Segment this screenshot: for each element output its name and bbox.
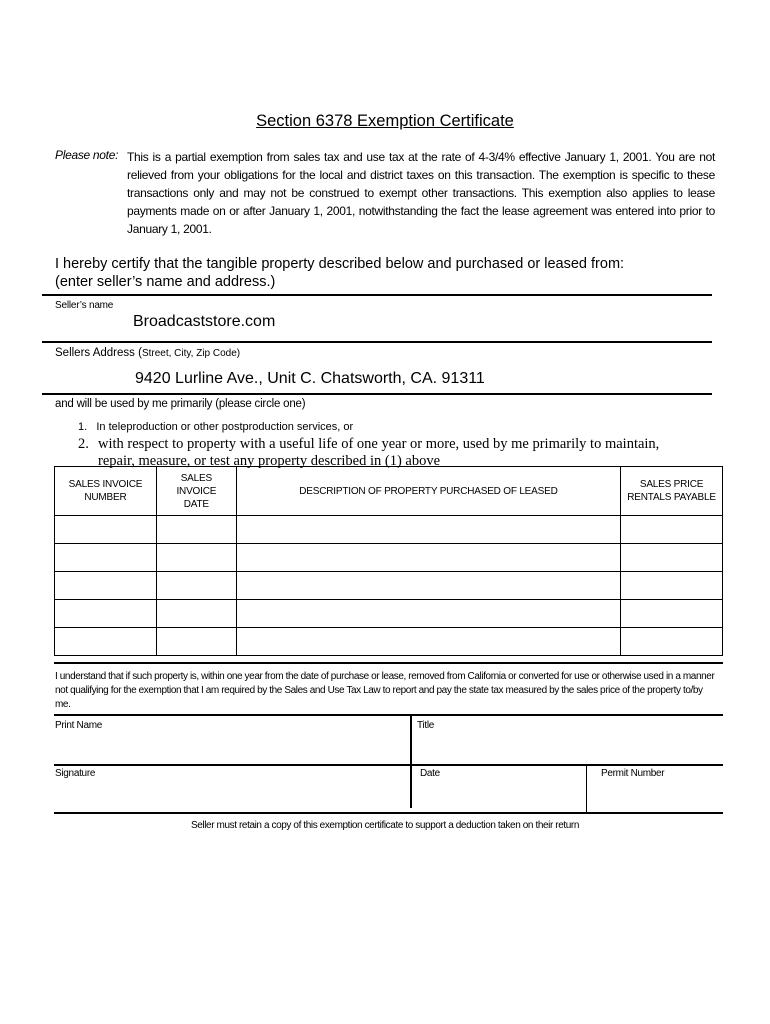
table-cell[interactable] [236,544,620,572]
declaration-text: I understand that if such property is, within one year from the date of purchase or lease, removed from California or converted for use or otherwise used in a manner not qualifying for the exemption that I am required by the Sales and Use Tax Law to report and pay the state tax measured by the sales price of the property to/by me. [55,671,715,710]
table-cell[interactable] [55,572,157,600]
seller-address-label [55,347,240,359]
note-text: This is a partial exemption from sales tax and use tax at the rate of 4-3/4% effective January 1, 2001. You are not relieved from your obligations for the local and district taxes on this transaction. The exemption is specific to these transactions only and may not be construed to exempt other transactions. This exemption also applies to lease payments made on or after January 1, 2001, notwithstanding the fact the lease agreement was entered into prior to January 1, 2001. [127,150,715,236]
table-cell[interactable] [156,628,236,656]
divider [54,714,723,716]
note-label: Please note: [55,148,119,162]
table-row [55,628,723,656]
col-header-text: RENTALS PAYABLE [627,492,716,503]
divider [54,764,723,766]
table-cell[interactable] [55,516,157,544]
divider [410,714,412,764]
date-label: Date [420,768,440,779]
usage-option-1-text: In teleproduction or other postproduction services, or [96,421,354,433]
table-header-row [55,467,723,516]
usage-option-2-text-line-2: repair, measure, or test any property described in (1) above [98,453,441,469]
usage-option-1-number: 1. [78,421,88,433]
col-header-description: DESCRIPTION OF PROPERTY PURCHASED OF LEASED [236,467,620,516]
table-row [55,544,723,572]
table-cell[interactable] [55,544,157,572]
table-cell[interactable] [156,572,236,600]
table-cell[interactable] [156,544,236,572]
col-header-text: INVOICE [176,485,217,497]
table-row [55,516,723,544]
certify-statement [55,255,715,291]
col-header-text: SALES [180,472,212,484]
seller-address-label-main: Sellers Address ( [55,347,142,359]
usage-option-1[interactable] [78,421,353,433]
seller-address-field[interactable]: 9420 Lurline Ave., Unit C. Chatsworth, CA. 91311 [135,370,485,387]
certify-line-1: I hereby certify that the tangible property described below and purchased or leased from: [55,256,625,272]
print-name-label: Print Name [55,720,103,731]
table-row [55,572,723,600]
col-header-text: NUMBER [84,492,127,503]
footer-note: Seller must retain a copy of this exemption certificate to support a deduction taken on their return [190,820,579,831]
table-cell[interactable] [55,600,157,628]
col-header-sales-price [621,467,723,516]
table-cell[interactable] [156,516,236,544]
usage-option-2-text-line-1: with respect to property with a useful life of one year or more, used by me primarily to maintain, [98,436,660,452]
divider [410,764,412,808]
divider [42,393,712,395]
page-title: Section 6378 Exemption Certificate [256,112,514,130]
permit-number-label: Permit Number [601,768,665,779]
col-header-invoice-date [156,467,236,516]
table-cell[interactable] [621,544,723,572]
col-header-text: DATE [183,498,209,510]
usage-intro: and will be used by me primarily (please circle one) [55,398,306,410]
property-table [54,466,723,656]
col-header-text: SALES INVOICE [68,479,143,490]
divider [586,764,587,812]
signature-label: Signature [55,768,96,779]
seller-name-label: Seller’s name [55,300,114,311]
table-row [55,600,723,628]
col-header-invoice-number [55,467,157,516]
usage-option-2[interactable] [78,436,718,470]
table-cell[interactable] [621,516,723,544]
divider [54,812,723,814]
table-cell[interactable] [236,600,620,628]
table-cell[interactable] [621,572,723,600]
certify-line-2: (enter seller’s name and address.) [55,274,276,290]
table-cell[interactable] [156,600,236,628]
table-cell[interactable] [236,516,620,544]
usage-option-2-number: 2. [78,436,89,452]
title-label: Title [417,720,435,731]
table-cell[interactable] [55,628,157,656]
table-cell[interactable] [621,600,723,628]
divider [54,662,723,664]
seller-name-field[interactable]: Broadcaststore.com [133,313,276,330]
table-cell[interactable] [236,628,620,656]
table-cell[interactable] [621,628,723,656]
table-cell[interactable] [236,572,620,600]
seller-address-label-sub: Street, City, Zip Code) [141,348,241,359]
divider [42,341,712,343]
divider [42,294,712,296]
col-header-text: SALES PRICE [639,479,704,490]
